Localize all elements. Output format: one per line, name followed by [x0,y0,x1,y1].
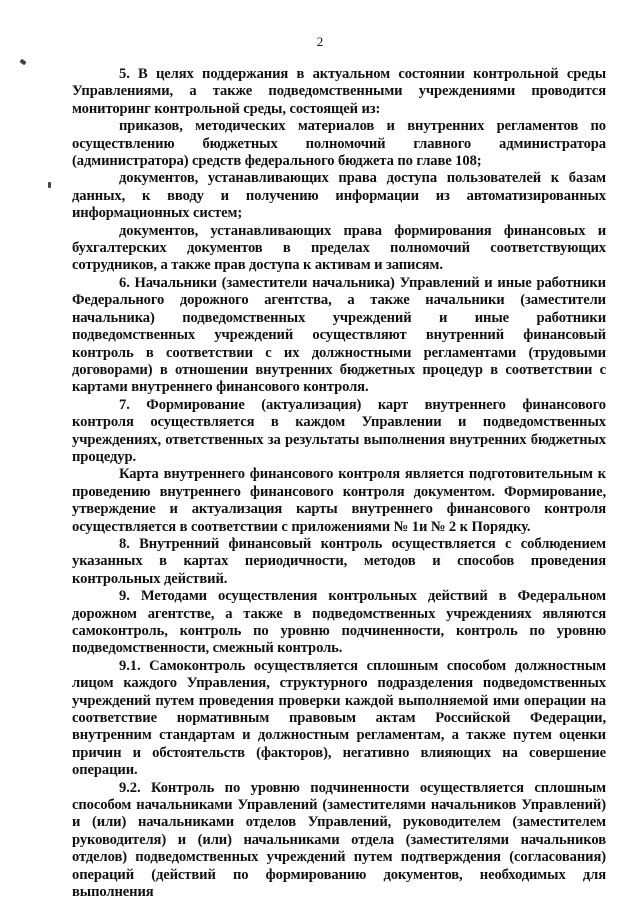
paragraph-9-1: 9.1. Самоконтроль осуществляется сплошным способом должностным лицом каждого Управления, структурного подразделения подведомственных учреждений путем проведения проверки каждой выполняемой ими операции на соответствие нормативным правовым актам Российской Федерации, внутренним стандартам и должностным регламентам, а также путем оценки причин и обстоятельств (факторов), негативно влияющих на совершение операции. [72,657,606,779]
paragraph-9-2: 9.2. Контроль по уровню подчиненности осуществляется сплошным способом начальниками Управлений (заместителями начальников Управлений) и (или) начальниками отделов Управлений, руководителем (заместителем руководителя) и (или) начальниками отдела (заместителями начальников отделов) подведомственных учреждений путем подтверждения (согласования) операций (действий по формированию документов, необходимых для выполнения [72,779,606,901]
paragraph-5: 5. В целях поддержания в актуальном состоянии контрольной среды Управлениями, а также подведомственными учреждениями проводится мониторинг контрольной среды, состоящей из: [72,66,606,117]
document-body [72,66,606,902]
paragraph-6: 6. Начальники (заместители начальника) Управлений и иные работники Федерального дорожного агентства, а также начальники (заместители начальника) подведомственных учреждений и иные работники подведомственных учреждений осуществляют внутренний финансовый контроль в соответствии с их должностными регламентами (трудовыми договорами) в отношении внутренних бюджетных процедур в соответствии с картами внутреннего финансового контроля. [72,274,606,396]
paragraph-7: 7. Формирование (актуализация) карт внутреннего финансового контроля осуществляется в каждом Управлении и подведомственных учреждениях, ответственных за результаты выполнения внутренних бюджетных процедур. [72,396,606,465]
paragraph-7-card: Карта внутреннего финансового контроля является подготовительным к проведению внутреннего финансового контроля документом. Формирование, утверждение и актуализация карты внутреннего финансового контроля осуществляется в соответствии с приложениями № 1и № 2 к Порядку. [72,466,606,535]
paragraph-5-item-orders: приказов, методических материалов и внутренних регламентов по осуществлению бюджетных полномочий главного администратора (администратора) средств федерального бюджета по главе 108; [72,118,606,170]
scan-mark [19,59,26,66]
paragraph-5-item-access-docs: документов, устанавливающих права доступа пользователей к базам данных, к вводу и получению информации из автоматизированных информационных систем; [72,170,606,222]
paragraph-9: 9. Методами осуществления контрольных действий в Федеральном дорожном агентстве, а также в подведомственных учреждениях являются самоконтроль, контроль по уровню подчиненности, контроль по уровню подведомственности, смежный контроль. [72,588,606,657]
scan-mark [48,182,51,188]
page-number: 2 [316,34,324,49]
paragraph-5-item-rights-docs: документов, устанавливающих права формирования финансовых и бухгалтерских документов в пределах полномочий соответствующих сотрудников, а также прав доступа к активам и записям. [72,222,606,274]
paragraph-8: 8. Внутренний финансовый контроль осуществляется с соблюдением указанных в картах периодичности, методов и способов проведения контрольных действий. [72,535,606,587]
